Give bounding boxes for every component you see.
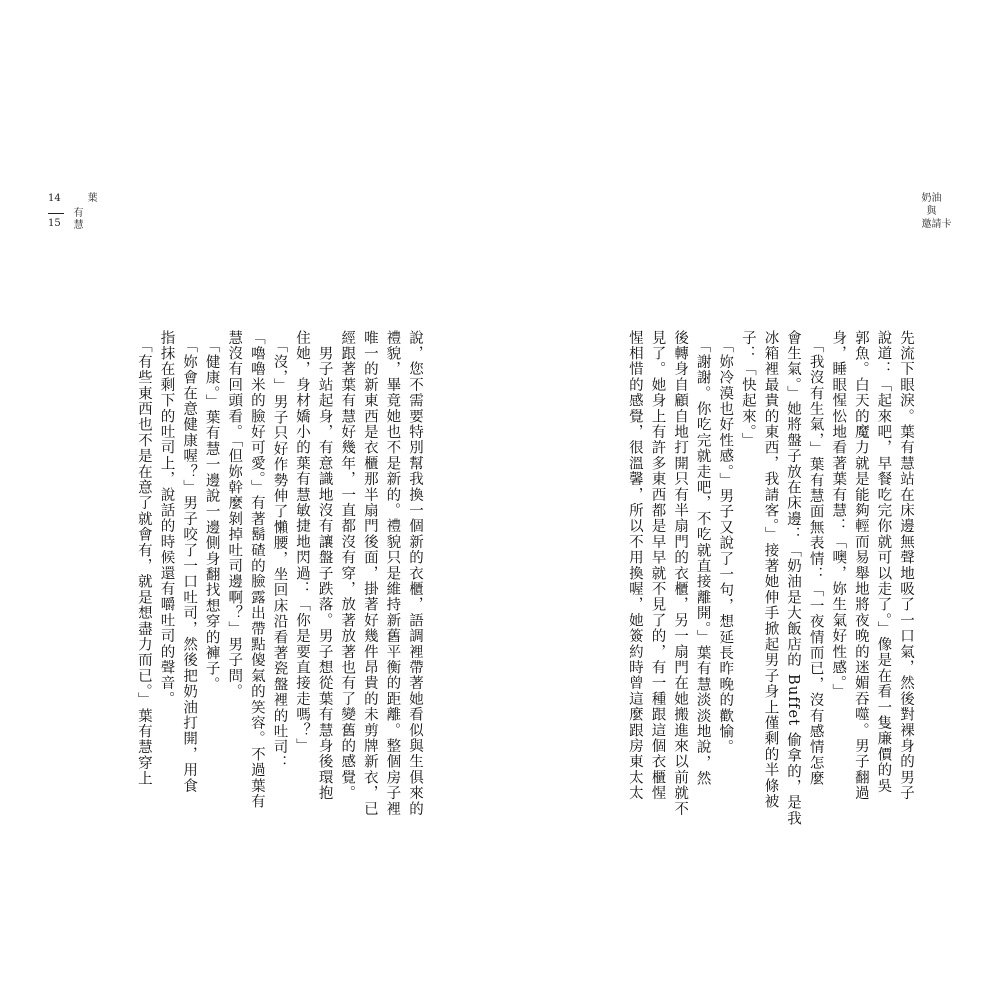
- page-number-right-folio: 15: [48, 218, 61, 229]
- folio-divider: [48, 213, 64, 214]
- text-line: 身，睡眼惺忪地看著葉有慧：「噢，妳生氣好性感。」: [830, 330, 847, 700]
- right-page-body: [555, 330, 917, 827]
- running-title-right-char2: 油: [929, 192, 940, 204]
- text-line: 「健康。」葉有慧一邊說一邊側身翻找想穿的褲子。: [203, 330, 220, 693]
- running-title-left-char3: 慧: [71, 219, 82, 231]
- text-line: 郭魚。白天的魔力就是能夠輕而易舉地將夜晚的迷媚吞噬。男子翻過: [852, 330, 869, 801]
- text-line: 經跟著葉有慧好幾年，一直都沒有穿，放著放著也有了變舊的感覺。: [339, 330, 356, 801]
- text-line: 「妳冷漠也好性感。」男子又說了一句，想延長昨晚的歡愉。: [717, 330, 734, 756]
- text-line: 先流下眼淚。葉有慧站在床邊無聲地吸了一口氣，然後對裸身的男子: [898, 330, 914, 801]
- text-line: 說道：「起來吧，早餐吃完你就可以走了。」像是在看一隻廉價的吳: [875, 330, 892, 794]
- text-line: 惺相惜的感覺，很溫馨，所以不用換喔，她簽約時曾這麼跟房東太太: [626, 330, 643, 801]
- text-line: 會生氣。」她將盤子放在床邊：「奶油是大飯店的 Buffet 偷拿的，是我: [785, 330, 802, 827]
- running-title-left-char2: 有: [71, 207, 82, 219]
- page-number-left: 14: [48, 193, 61, 204]
- running-title-right-char1: 奶: [919, 192, 930, 204]
- text-line: 「有些東西也不是在意了就會有，就是想盡力而已。」葉有慧穿上: [135, 330, 152, 787]
- text-line: 「我沒有生氣，」葉有慧面無表情：「一夜情而已，沒有感情怎麼: [807, 330, 824, 787]
- text-line: 指抹在剩下的吐司上，說話的時候還有嚼吐司的聲音。: [158, 330, 175, 707]
- text-line: 唯一的新東西是衣櫃那半扇門後面，掛著好幾件昂貴的未剪牌新衣，已: [361, 330, 378, 817]
- text-line: 禮貌，畢竟她也不是新的。禮貌只是維持新舊平衡的距離。整個房子裡: [384, 330, 401, 817]
- running-title-right-char4: 邀: [919, 218, 930, 230]
- running-title-right-char5: 請: [929, 218, 940, 230]
- text-line: 「妳會在意健康喔？」男子咬了一口吐司，然後把奶油打開，用食: [181, 330, 198, 794]
- text-line: 子：「快起來。」: [739, 330, 756, 449]
- text-line: 「嚕嚕米的臉好可愛。」有著鬍碴的臉露出帶點傻氣的笑容。不過葉有: [248, 330, 265, 810]
- text-line: 「沒，」男子只好作勢伸了懶腰，坐回床沿看著瓷盤裡的吐司：: [271, 330, 288, 771]
- running-title-right-char3: 與: [924, 205, 935, 217]
- text-line: 慧沒有回頭看。「但妳幹麼剝掉吐司邊啊？」男子問。: [226, 330, 243, 700]
- text-line: 「謝謝。你吃完就走吧，不吃就直接離開。」葉有慧淡淡地說，然: [694, 330, 711, 787]
- running-title-right-char6: 卡: [939, 218, 950, 230]
- text-line: 冰箱裡最貴的東西，我請客。」接著她伸手掀起男子身上僅剩的半條被: [762, 330, 779, 810]
- text-line: 後轉身自顧自地打開只有半扇門的衣櫃，另一扇門在她搬進來以前就不: [672, 330, 689, 817]
- text-line: 見了。她身上有許多東西都是早早就不見了的，有一種跟這個衣櫃惺: [649, 330, 666, 801]
- text-line: 說，您不需要特別幫我換一個新的衣櫃，語調裡帶著她看似與生俱來的: [407, 330, 423, 817]
- running-title-left-char1: 葉: [85, 192, 96, 204]
- text-line: 男子站起身，有意識地沒有讓盤子跌落。男子想從葉有慧身後環抱: [316, 330, 333, 801]
- text-line: 住她，身材嬌小的葉有慧敏捷地閃過：「你是要直接走嗎？」: [294, 330, 311, 754]
- left-page-body: [135, 330, 426, 817]
